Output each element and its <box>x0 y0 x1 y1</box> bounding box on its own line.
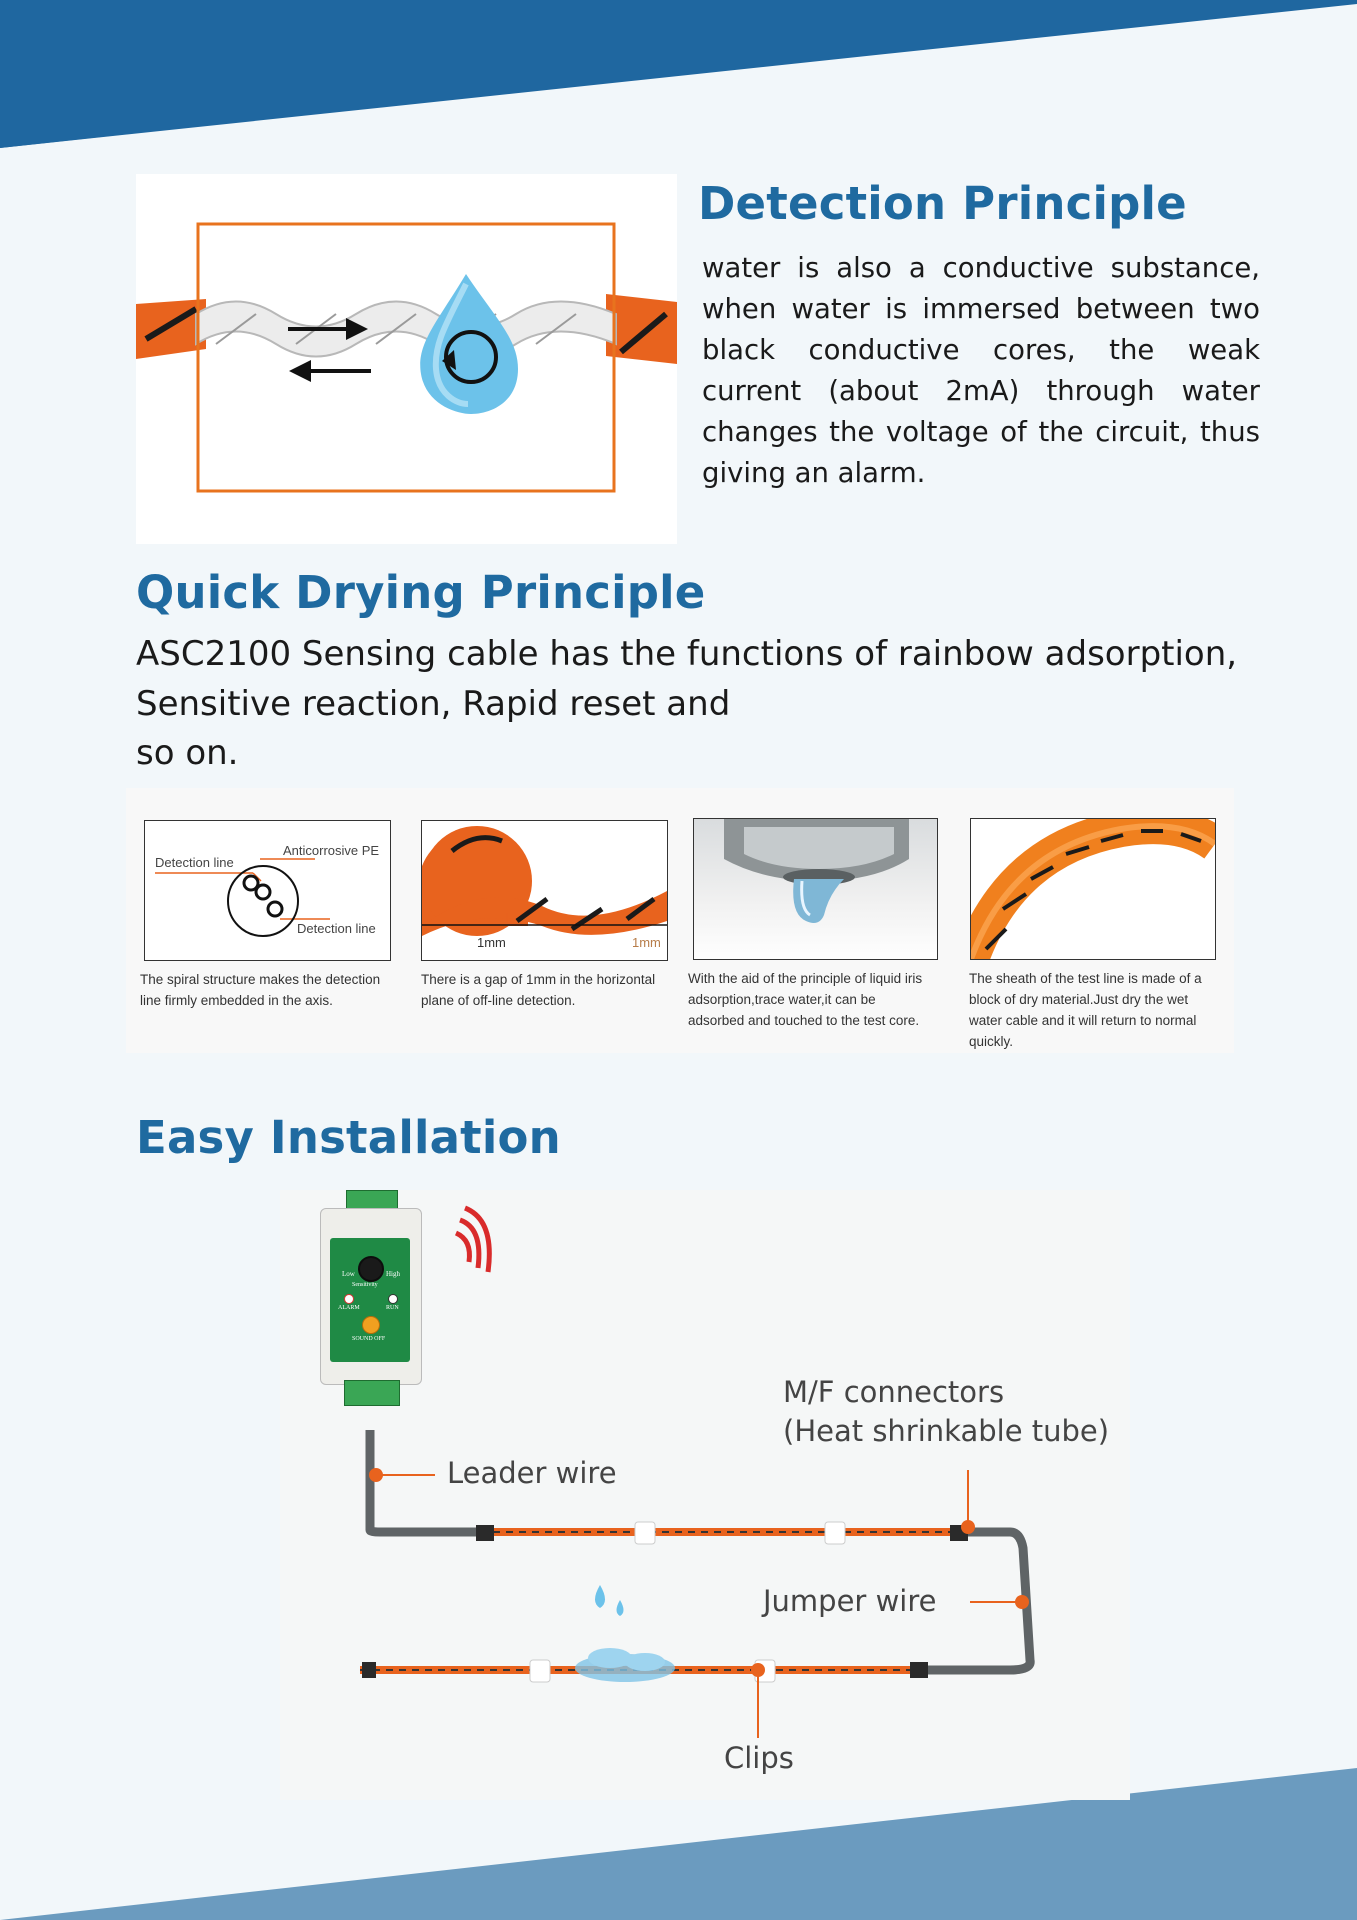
card-caption <box>140 969 410 1011</box>
sensitivity-label: Sensitivity <box>352 1282 378 1288</box>
clips-label: Clips <box>724 1741 794 1775</box>
bottom-terminal <box>344 1380 400 1406</box>
run-led <box>388 1294 398 1304</box>
alarm-label: ALARM <box>338 1305 360 1311</box>
detection-line: black conductive cores, the weak <box>702 334 1260 366</box>
connectors-label-line: M/F connectors <box>783 1375 1005 1409</box>
sensitivity-knob[interactable] <box>358 1256 384 1282</box>
spiral-structure-diagram <box>144 820 391 961</box>
quick-drying-paragraph <box>136 630 1266 779</box>
card-caption <box>421 969 691 1011</box>
sound-off-label: SOUND OFF <box>352 1336 386 1342</box>
caption-line: With the aid of the principle of liquid iris <box>688 971 923 986</box>
label-detection-line: Detection line <box>155 855 234 870</box>
caption-line: adsorption,trace water,it can be <box>688 992 876 1007</box>
caption-line: plane of off-line detection. <box>421 993 576 1008</box>
detection-line: current (about 2mA) through water <box>702 375 1260 407</box>
detection-line: when water is immersed between two <box>702 293 1260 325</box>
quick-drying-title: Quick Drying Principle <box>136 566 706 619</box>
faucet-drop-photo <box>693 818 938 960</box>
detection-title: Detection Principle <box>698 177 1187 230</box>
installation-title: Easy Installation <box>136 1111 561 1164</box>
installation-diagram <box>280 1190 1130 1800</box>
caption-line: line firmly embedded in the axis. <box>140 993 333 1008</box>
caption-line: quickly. <box>969 1034 1014 1049</box>
connectors-label-line: (Heat shrinkable tube) <box>783 1414 1110 1448</box>
gap-diagram <box>421 820 668 961</box>
orange-cable-photo <box>970 818 1216 960</box>
header-band <box>0 0 1357 150</box>
card-caption <box>688 968 958 1031</box>
sound-off-button[interactable] <box>362 1316 380 1334</box>
detection-line: giving an alarm. <box>702 457 926 489</box>
quick-drying-line: Sensitive reaction, Rapid reset and <box>136 683 731 724</box>
connectors-label <box>783 1373 1109 1451</box>
quick-drying-line: ASC2100 Sensing cable has the functions of rainbow adsorption, <box>136 634 1238 674</box>
detection-paragraph <box>702 248 1260 494</box>
label-gap-1mm-2: 1mm <box>632 935 661 950</box>
caption-line: There is a gap of 1mm in the horizontal <box>421 972 656 987</box>
high-label: High <box>386 1270 400 1278</box>
controller-device <box>320 1190 420 1430</box>
device-front-panel <box>330 1238 410 1362</box>
detection-line: water is also a conductive substance, <box>702 252 1260 284</box>
feature-panel <box>126 788 1234 1053</box>
caption-line: adsorbed and touched to the test core. <box>688 1013 920 1028</box>
label-detection-line-2: Detection line <box>297 921 376 936</box>
label-anticorrosive-pe: Anticorrosive PE <box>283 843 380 858</box>
label-gap-1mm: 1mm <box>477 935 506 950</box>
low-label: Low <box>342 1270 355 1278</box>
caption-line: The sheath of the test line is made of a <box>969 971 1202 986</box>
caption-line: The spiral structure makes the detection <box>140 972 381 987</box>
detection-line: changes the voltage of the circuit, thus <box>702 416 1260 448</box>
run-label: RUN <box>386 1305 399 1311</box>
jumper-wire-label: Jumper wire <box>763 1584 937 1618</box>
caption-line: water cable and it will return to normal <box>969 1013 1197 1028</box>
quick-drying-line: so on. <box>136 733 239 773</box>
caption-line: block of dry material.Just dry the wet <box>969 992 1189 1007</box>
leader-wire-label: Leader wire <box>447 1456 617 1490</box>
alarm-led <box>344 1294 354 1304</box>
card-caption <box>969 968 1229 1052</box>
detection-illustration <box>136 174 677 544</box>
